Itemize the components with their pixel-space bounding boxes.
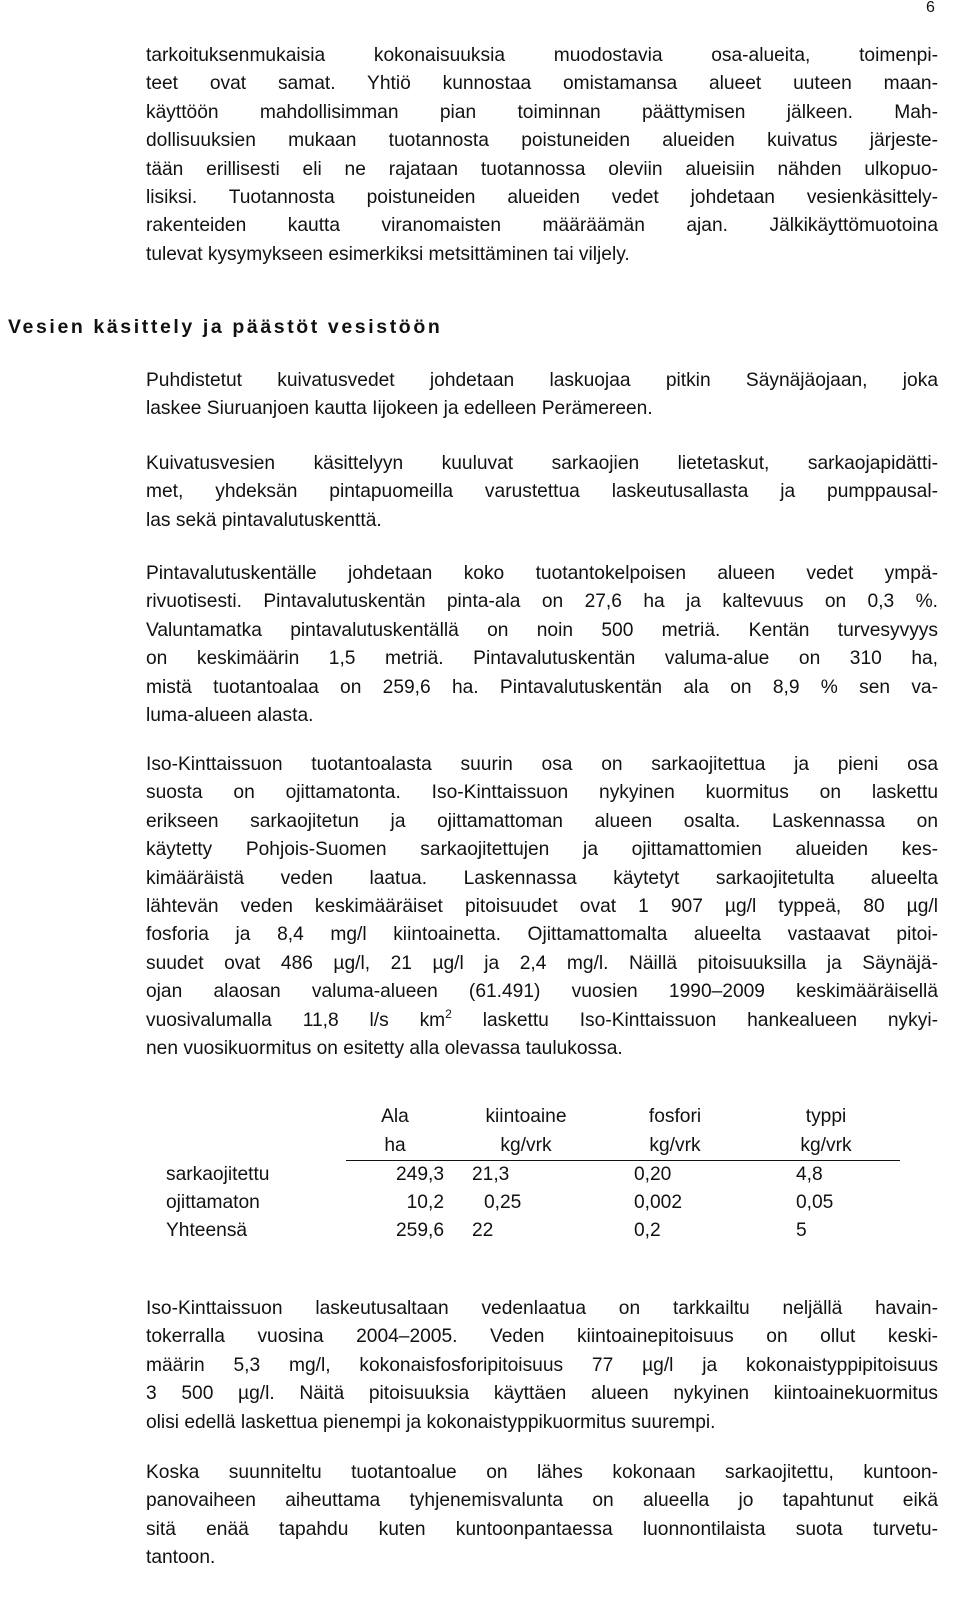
text-line: tokerralla vuosina 2004–2005. Veden kiintoainepitoisuus on ollut keski- — [146, 1326, 938, 1348]
table-cell: 0,05 — [796, 1192, 834, 1213]
text-line: erikseen sarkaojitetun ja ojittamattoman alueen osalta. Laskennassa on — [146, 810, 938, 832]
text-line: lisiksi. Tuotannosta poistuneiden alueiden vedet johdetaan vesienkäsittely- — [146, 187, 938, 209]
text-line: tulevat kysymykseen esimerkiksi metsittäminen tai viljely. — [146, 243, 630, 265]
table-row — [146, 1217, 900, 1245]
table-header-cell — [146, 1131, 346, 1161]
table-row — [146, 1189, 900, 1217]
text-line: nen vuosikuormitus on esitetty alla olevassa taulukossa. — [146, 1038, 623, 1060]
table-cell: 4,8 — [796, 1164, 823, 1185]
table-header-cell: typpi — [805, 1105, 847, 1127]
table-header-cell: Ala — [381, 1105, 409, 1127]
text-line: met, yhdeksän pintapuomeilla varustettua laskeutusallasta ja pumppausal- — [146, 481, 938, 503]
table-cell: 10,2 — [406, 1192, 444, 1213]
text-fragment: laskettu Iso-Kinttaissuon hankealueen nykyi- — [451, 1009, 938, 1031]
text-line: luma-alueen alasta. — [146, 705, 314, 727]
text-line: rakenteiden kautta viranomaisten määräämän ajan. Jälkikäyttömuotoina — [146, 215, 938, 237]
text-line: suosta on ojittamatonta. Iso-Kinttaissuon nykyinen kuormitus on laskettu — [146, 782, 938, 804]
text-line: olisi edellä laskettua pienempi ja kokonaistyppikuormitus suurempi. — [146, 1411, 716, 1433]
text-line: on keskimäärin 1,5 metriä. Pintavalutuskentän valuma-alue on 310 ha, — [146, 648, 938, 670]
text-line: Valuntamatka pintavalutuskentällä on noin 500 metriä. Kentän turvesyvyys — [146, 619, 938, 641]
table-header-cell: kg/vrk — [598, 1131, 744, 1161]
paragraph-treatment — [146, 450, 938, 535]
table-cell: 21,3 — [472, 1164, 510, 1185]
table-cell: 259,6 — [395, 1220, 444, 1241]
text-line: panovaiheen aiheuttama tyhjenemisvalunta on alueella jo tapahtunut eikä — [146, 1490, 938, 1512]
text-line: suudet ovat 486 µg/l, 21 µg/l ja 2,4 mg/l. Näillä pitoisuuksilla ja Säynäjä- — [146, 952, 938, 974]
text-line: teet ovat samat. Yhtiö kunnostaa omistamansa alueet uuteen maan- — [146, 73, 938, 95]
paragraph-overland-flow — [146, 560, 938, 730]
text-line: fosforia ja 8,4 mg/l kiintoainetta. Ojittamattomalta alueelta vastaavat pitoi- — [146, 924, 938, 946]
text-line: tarkoituksenmukaisia kokonaisuuksia muodostavia osa-alueita, toimenpi- — [146, 45, 938, 66]
text-line: mistä tuotantoalaa on 259,6 ha. Pintavalutuskentän ala on 8,9 % sen va- — [146, 676, 938, 698]
table-cell: 249,3 — [395, 1164, 444, 1185]
text-line: las sekä pintavalutuskenttä. — [146, 509, 382, 531]
text-line: Iso-Kinttaissuon tuotantoalasta suurin osa on sarkaojitettua ja pieni osa — [146, 754, 938, 775]
table-cell: sarkaojitettu — [166, 1163, 270, 1185]
text-line: Iso-Kinttaissuon laskeutusaltaan vedenlaatua on tarkkailtu neljällä havain- — [146, 1298, 938, 1319]
table-cell: 5 — [796, 1220, 807, 1241]
load-table — [146, 1102, 900, 1245]
text-line: tään erillisesti eli ne rajataan tuotannossa oleviin alueisiin nähden ulkopuo- — [146, 158, 938, 180]
paragraph-discharge — [146, 367, 938, 424]
page-number: 6 — [926, 0, 935, 16]
text-line: määrin 5,3 mg/l, kokonaisfosforipitoisuus 77 µg/l ja kokonaistyppipitoisuus — [146, 1354, 938, 1376]
text-line: sitä enää tapahdu kuten kuntoonpantaessa luonnontilaista suota turvetu- — [146, 1518, 938, 1540]
text-line: käytetty Pohjois-Suomen sarkaojitettujen ja ojittamattomien alueiden kes- — [146, 839, 938, 861]
text-line: lähtevän veden keskimääräiset pitoisuudet ovat 1 907 µg/l typpeä, 80 µg/l — [146, 896, 938, 918]
table-header-cell: ha — [346, 1131, 444, 1161]
text-line: käyttöön mahdollisimman pian toiminnan päättymisen jälkeen. Mah- — [146, 101, 938, 123]
table-header-cell — [146, 1102, 346, 1131]
paragraph-load-calculation — [146, 751, 938, 1063]
text-line: Puhdistetut kuivatusvedet johdetaan laskuojaa pitkin Säynäjäojaan, joka — [146, 370, 938, 391]
table-header-cell: kiintoaine — [485, 1105, 567, 1127]
text-line: Koska suunniteltu tuotantoalue on lähes kokonaan sarkaojitettu, kuntoon- — [146, 1462, 938, 1483]
table-unit-row — [146, 1131, 900, 1161]
table-cell: 0,25 — [484, 1192, 522, 1213]
table-row — [146, 1161, 900, 1190]
table-cell: 0,002 — [634, 1192, 683, 1213]
paragraph-monitoring — [146, 1295, 938, 1437]
table-header-cell: kg/vrk — [444, 1131, 598, 1161]
table-header-row — [146, 1102, 900, 1131]
text-line: ojan alaosan valuma-alueen (61.491) vuosien 1990–2009 keskimääräisellä — [146, 981, 938, 1003]
text-line: kimääräistä veden laatua. Laskennassa käytetyt sarkaojitetulta alueelta — [146, 867, 938, 889]
table-header-cell: kg/vrk — [744, 1131, 900, 1161]
table-cell: 22 — [472, 1220, 494, 1241]
intro-paragraph — [146, 42, 938, 269]
table-cell: ojittamaton — [166, 1192, 260, 1213]
table-header-cell: fosfori — [648, 1105, 702, 1127]
text-line: dollisuuksien mukaan tuotannosta poistuneiden alueiden kuivatus järjeste- — [146, 130, 938, 152]
text-fragment: vuosivalumalla 11,8 l/s km — [146, 1009, 446, 1031]
table-cell: 0,20 — [634, 1164, 672, 1185]
text-line: Pintavalutuskentälle johdetaan koko tuotantokelpoisen alueen vedet ympä- — [146, 563, 938, 584]
table-cell: Yhteensä — [166, 1220, 248, 1241]
paragraph-conclusion — [146, 1459, 938, 1573]
text-line: Kuivatusvesien käsittelyyn kuuluvat sarkaojien lietetaskut, sarkaojapidätti- — [146, 453, 938, 474]
text-line: tantoon. — [146, 1547, 216, 1569]
table-cell: 0,2 — [634, 1220, 661, 1241]
text-line: rivuotisesti. Pintavalutuskentän pinta-ala on 27,6 ha ja kaltevuus on 0,3 %. — [146, 591, 938, 613]
text-line: 3 500 µg/l. Näitä pitoisuuksia käyttäen alueen nykyinen kiintoainekuormitus — [146, 1383, 938, 1405]
text-line — [146, 1007, 938, 1035]
text-line: laskee Siuruanjoen kautta Iijokeen ja edelleen Perämereen. — [146, 398, 653, 420]
section-heading: Vesien käsittely ja päästöt vesistöön — [8, 316, 443, 338]
superscript: 2 — [445, 1006, 452, 1021]
